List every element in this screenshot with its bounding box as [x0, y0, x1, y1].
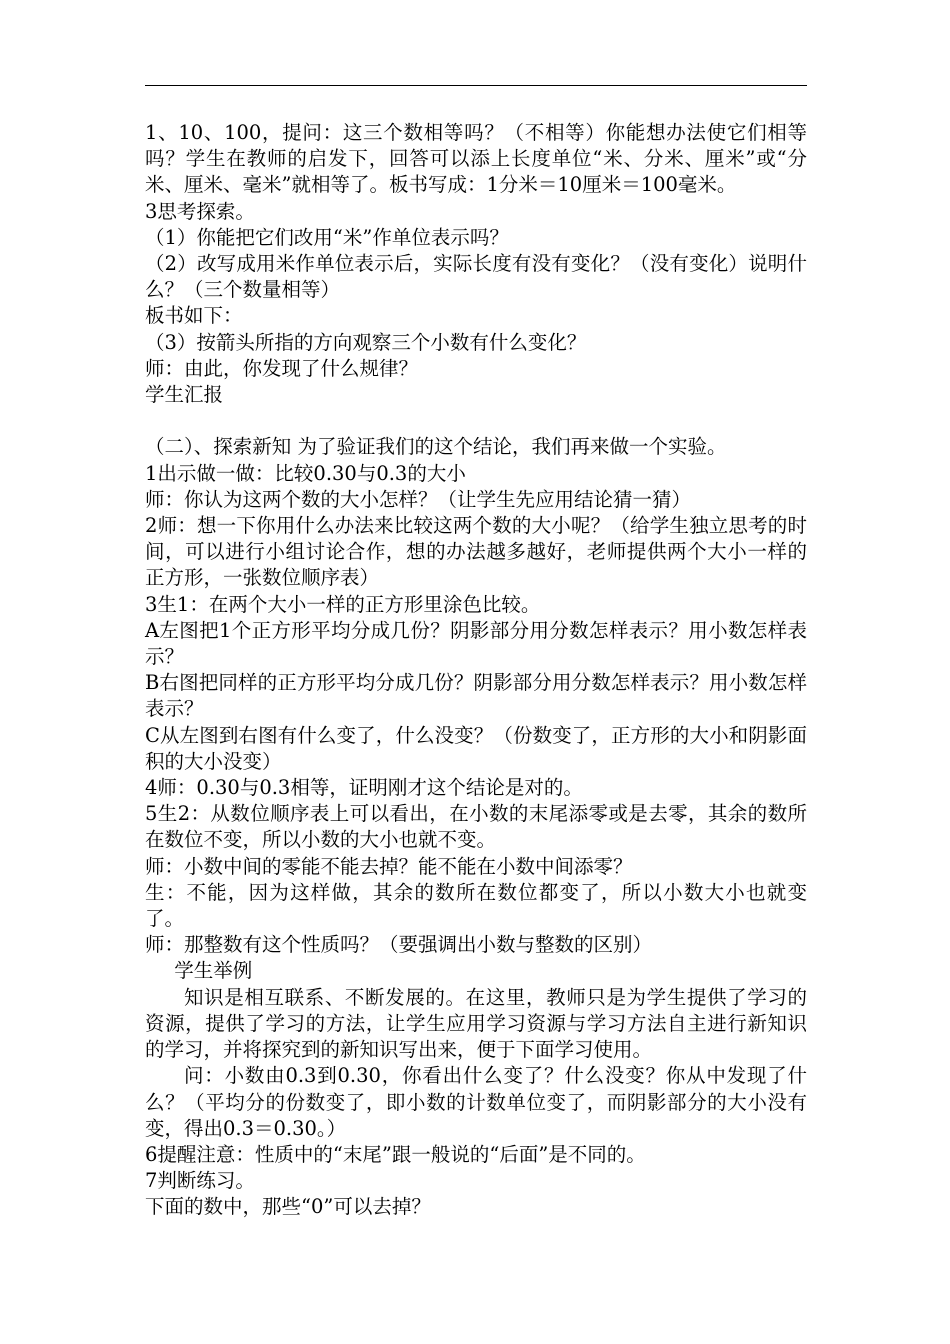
paragraph-step-6: 6提醒注意：性质中的“末尾”跟一般说的“后面”是不同的。: [145, 1142, 646, 1166]
document-body: [145, 120, 807, 1221]
paragraph-teacher-integer: 师：那整数有这个性质吗？（要强调出小数与整数的区别）: [145, 933, 653, 957]
paragraph-step-2: 2师：想一下你用什么办法来比较这两个数的大小呢？（给学生独立思考的时间，可以进行小组讨论合作，想的办法越多越好，老师提供两个大小一样的正方形，一张数位顺序表）: [145, 514, 807, 590]
paragraph-student-report: 学生汇报: [145, 383, 224, 407]
paragraph-teacher-rule: 师：由此，你发现了什么规律？: [145, 356, 419, 380]
paragraph-step-7: 7判断练习。: [145, 1169, 255, 1193]
paragraph-exercise: 下面的数中，那些“0”可以去掉？: [145, 1195, 431, 1219]
paragraph-student-answer: 生：不能，因为这样做，其余的数所在数位都变了，所以小数大小也就变了。: [145, 880, 807, 931]
paragraph-question-2: （2）改写成用米作单位表示后，实际长度有没有变化？（没有变化）说明什么？（三个数量相等）: [145, 252, 807, 302]
paragraph-step-1: 1出示做一做：比较0.30与0.3的大小: [145, 461, 466, 485]
paragraph-section-two: （二）、探索新知 为了验证我们的这个结论，我们再来做一个实验。: [145, 435, 727, 459]
paragraph-item-c: C从左图到右图有什么变了，什么没变？（份数变了，正方形的大小和阴影面积的大小没变）: [145, 723, 807, 773]
paragraph-teacher-guess: 师：你认为这两个数的大小怎样？（让学生先应用结论猜一猜）: [145, 487, 692, 511]
paragraph-step-5: 5生2：从数位顺序表上可以看出，在小数的末尾添零或是去零，其余的数所在数位不变，所以小数的大小也就不变。: [145, 802, 807, 852]
paragraph-student-example: 学生举例: [174, 959, 253, 983]
header-rule: [145, 85, 807, 86]
paragraph-think-explore: 3思考探索。: [145, 199, 255, 223]
paragraph-step-4: 4师：0.30与0.3相等，证明刚才这个结论是对的。: [145, 776, 583, 800]
paragraph-intro: 1、10、100，提问：这三个数相等吗？（不相等）你能想办法使它们相等吗？学生在教师的启发下，回答可以添上长度单位“米、分米、厘米”或“分米、厘米、毫米”就相等了。板书写成：1分米＝10厘米＝100毫米。: [145, 121, 807, 197]
paragraph-question-3: （3）按箭头所指的方向观察三个小数有什么变化？: [145, 330, 587, 354]
paragraph-question-change: 问：小数由0.3到0.30，你看出什么变了？什么没变？你从中发现了什么？（平均分的份数变了，即小数的计数单位变了，而阴影部分的大小没有变，得出0.3＝0.30。）: [145, 1064, 807, 1140]
paragraph-question-1: （1）你能把它们改用“米”作单位表示吗？: [145, 225, 509, 249]
paragraph-teacher-zero: 师：小数中间的零能不能去掉？能不能在小数中间添零？: [145, 854, 633, 878]
paragraph-board-note: 板书如下：: [145, 304, 243, 328]
paragraph-commentary: 知识是相互联系、不断发展的。在这里，教师只是为学生提供了学习的资源，提供了学习的方法，让学生应用学习资源与学习方法自主进行新知识的学习，并将探究到的新知识写出来，便于下面学习使用。: [145, 985, 807, 1062]
paragraph-item-a: A左图把1个正方形平均分成几份？阴影部分用分数怎样表示？用小数怎样表示？: [145, 618, 807, 669]
paragraph-step-3: 3生1：在两个大小一样的正方形里涂色比较。: [145, 592, 541, 616]
paragraph-item-b: B右图把同样的正方形平均分成几份？阴影部分用分数怎样表示？用小数怎样表示？: [145, 671, 807, 721]
blank-line: [145, 408, 807, 434]
